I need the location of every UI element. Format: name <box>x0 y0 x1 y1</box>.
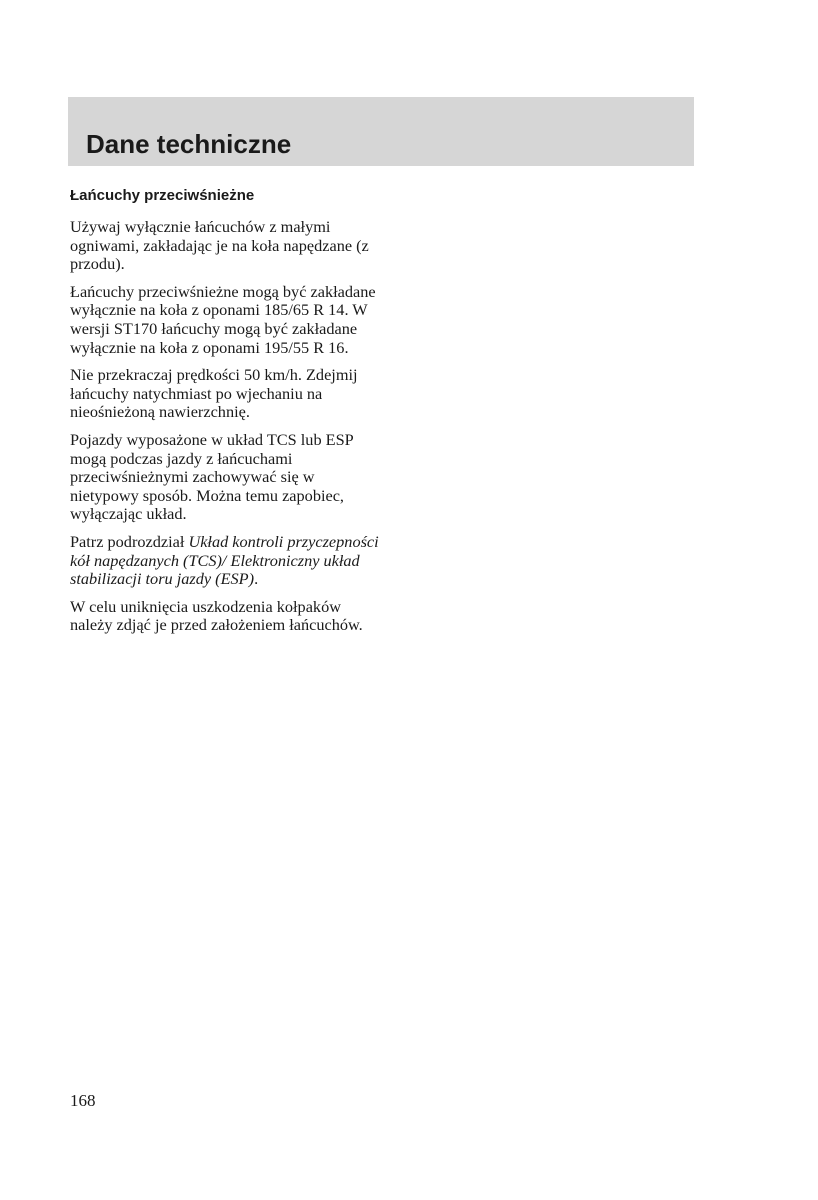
paragraph-reference <box>70 533 380 589</box>
section-heading: Łańcuchy przeciwśnieżne <box>70 187 255 204</box>
paragraph-tyre-sizes: Łańcuchy przeciwśnieżne mogą być zakładane wyłącznie na koła z oponami 185/65 R 14. W wersji ST170 łańcuchy mogą być zakładane wyłącznie na koła z oponami 195/55 R 16. <box>70 281 376 357</box>
page-number: 168 <box>70 1091 96 1110</box>
reference-link[interactable]: Układ kontroli przyczepności kół napędzanych (TCS)/ Elektroniczny układ stabilizacji toru jazdy (ESP) <box>70 531 379 589</box>
reference-suffix: . <box>254 569 259 589</box>
paragraph-tcs-esp: Pojazdy wyposażone w układ TCS lub ESP mogą podczas jazdy z łańcuchami przeciwśnieżnymi zachowywać się w nietypowy sposób. Można temu zapobiec, wyłączając układ. <box>70 429 354 524</box>
paragraph-hubcaps: W celu uniknięcia uszkodzenia kołpaków należy zdjąć je przed założeniem łańcuchów. <box>70 596 363 635</box>
paragraph-chain-type: Używaj wyłącznie łańcuchów z małymi ogniwami, zakładając je na koła napędzane (z przodu). <box>70 217 369 274</box>
page-title: Dane techniczne <box>86 129 292 159</box>
paragraph-speed-limit: Nie przekraczaj prędkości 50 km/h. Zdejmij łańcuchy natychmiast po wjechaniu na nieośnieżoną nawierzchnię. <box>70 365 358 422</box>
reference-prefix: Patrz podrozdział <box>70 531 189 551</box>
main-content <box>70 186 380 644</box>
section-header-band <box>68 97 694 166</box>
